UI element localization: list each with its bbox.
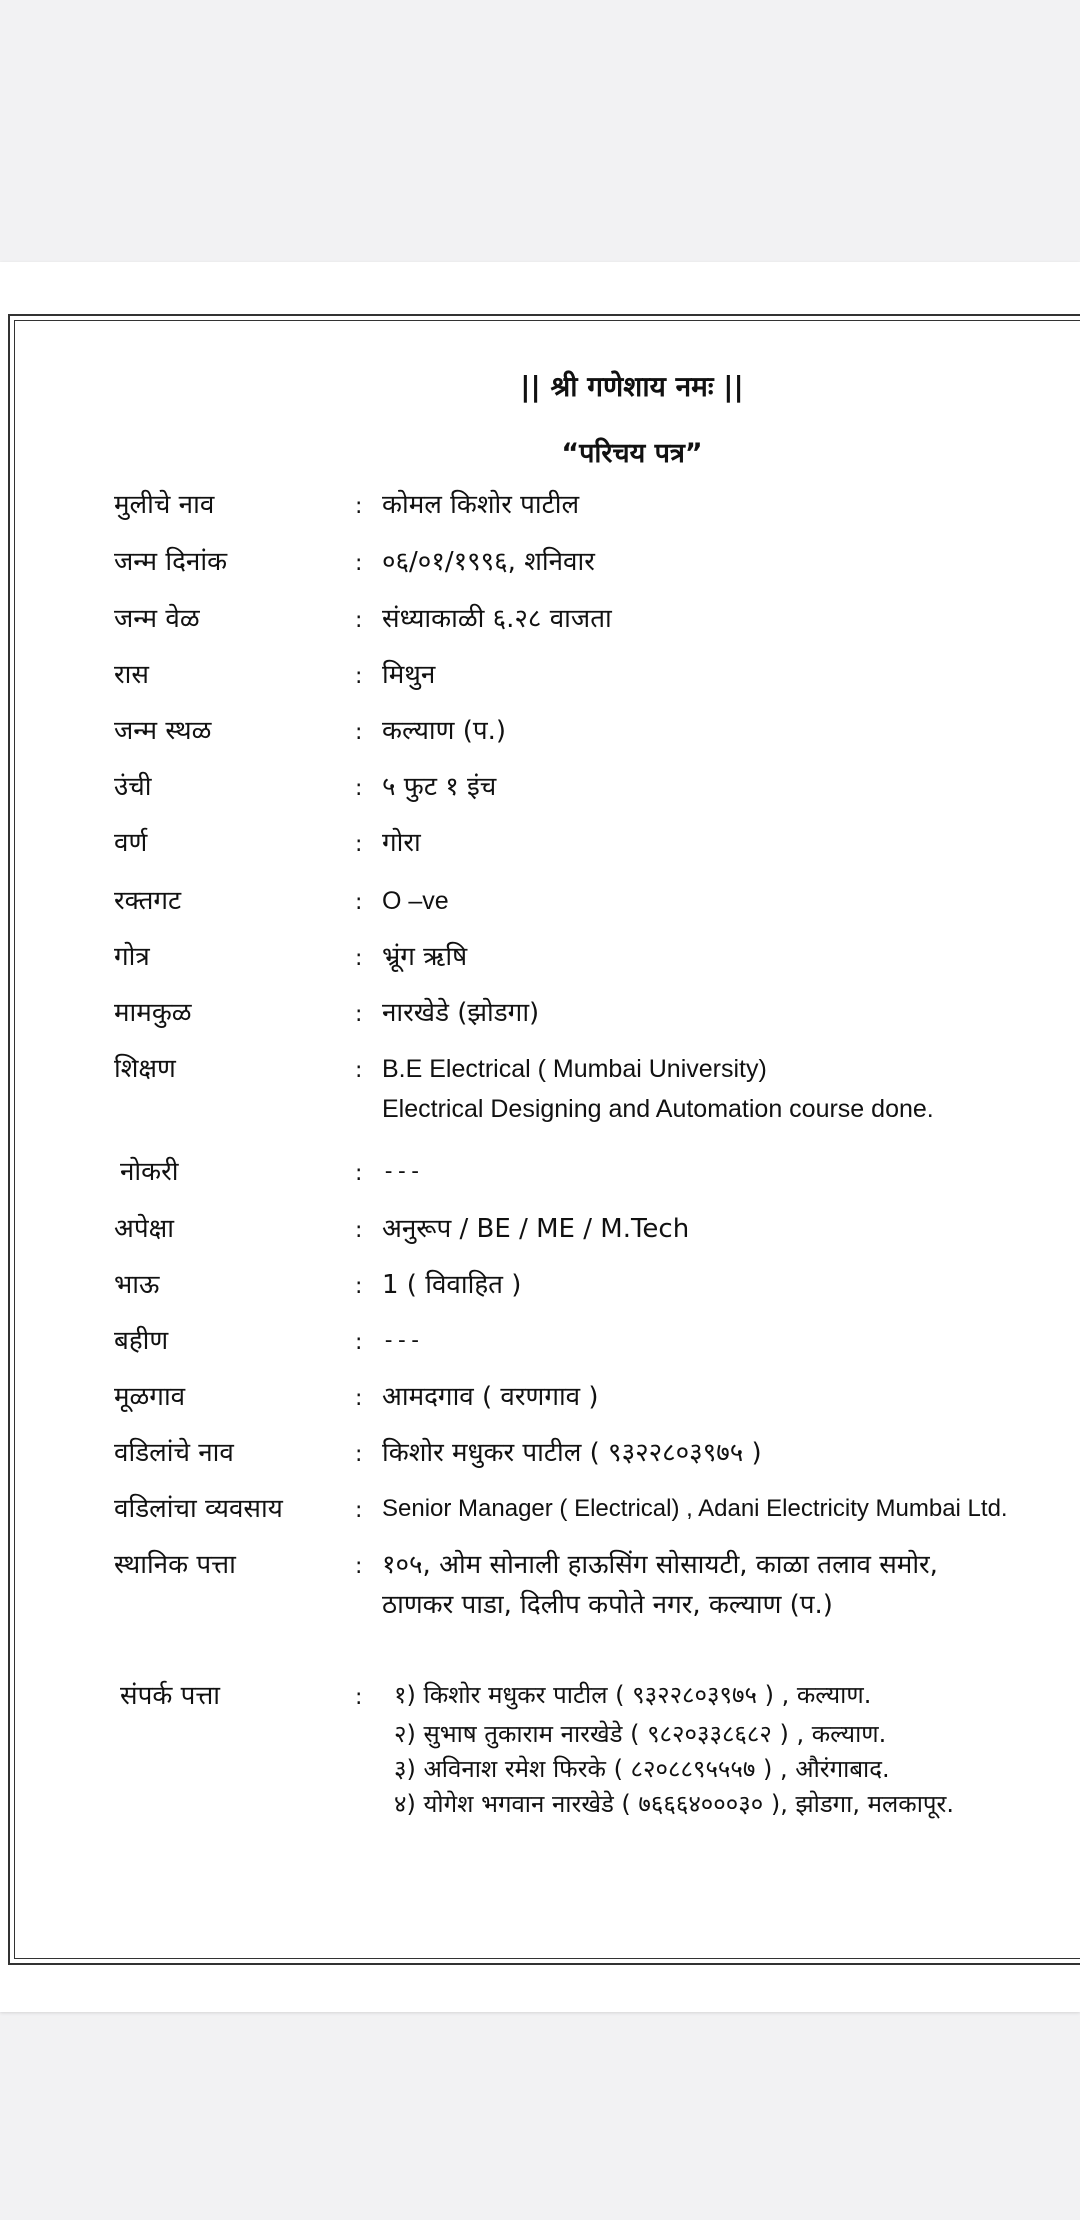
colon-separator: : xyxy=(355,1442,363,1467)
colon-separator: : xyxy=(355,1554,363,1579)
field-value-line-2: Electrical Designing and Automation course done. xyxy=(382,1095,934,1123)
contact-item: २) सुभाष तुकाराम नारखेडे ( ९८२०३३८६८२ ) , कल्याण. xyxy=(394,1720,887,1748)
contact-item: १) किशोर मधुकर पाटील ( ९३२२८०३९७५ ) , कल्याण. xyxy=(394,1681,872,1709)
colon-separator: : xyxy=(355,946,363,971)
field-value: --- xyxy=(382,1159,422,1184)
field-value: --- xyxy=(382,1328,422,1353)
colon-separator: : xyxy=(355,494,363,519)
field-label: नोकरी xyxy=(120,1157,179,1187)
colon-separator: : xyxy=(355,1330,363,1355)
field-value: अनुरूप / BE / ME / M.Tech xyxy=(382,1214,690,1244)
field-label: बहीण xyxy=(114,1326,169,1356)
field-label: जन्म वेळ xyxy=(114,604,200,634)
field-label: मुलीचे नाव xyxy=(114,490,215,520)
colon-separator: : xyxy=(355,1218,363,1243)
field-value: कोमल किशोर पाटील xyxy=(382,490,580,520)
field-label: उंची xyxy=(114,772,152,802)
field-label: रक्तगट xyxy=(114,886,182,916)
field-value: नारखेडे (झोडगा) xyxy=(382,998,540,1028)
invocation-heading: || श्री गणेशाय नमः || xyxy=(520,370,744,403)
field-value: किशोर मधुकर पाटील ( ९३२२८०३९७५ ) xyxy=(382,1438,762,1468)
colon-separator: : xyxy=(355,1274,363,1299)
field-label: जन्म दिनांक xyxy=(114,547,228,577)
field-label: जन्म स्थळ xyxy=(114,716,212,746)
field-value: कल्याण (प.) xyxy=(382,716,507,746)
field-label: वर्ण xyxy=(114,828,148,858)
colon-separator: : xyxy=(355,608,363,633)
field-label: स्थानिक पत्ता xyxy=(114,1550,236,1580)
colon-separator: : xyxy=(355,1058,363,1083)
colon-separator: : xyxy=(355,664,363,689)
field-value-line-2: ठाणकर पाडा, दिलीप कपोते नगर, कल्याण (प.) xyxy=(382,1590,833,1620)
colon-separator: : xyxy=(355,1002,363,1027)
colon-separator: : xyxy=(355,720,363,745)
field-label: अपेक्षा xyxy=(114,1214,175,1244)
field-value: भ्रूंग ऋषि xyxy=(382,942,468,972)
field-value: Senior Manager ( Electrical) , Adani Electricity Mumbai Ltd. xyxy=(382,1495,1008,1522)
contact-item: ३) अविनाश रमेश फिरके ( ८२०८८९५५५७ ) , औरंगाबाद. xyxy=(394,1755,890,1783)
field-value: गोरा xyxy=(382,828,421,858)
field-value: आमदगाव ( वरणगाव ) xyxy=(382,1382,599,1412)
colon-separator: : xyxy=(355,1498,363,1523)
field-label: वडिलांचा व्यवसाय xyxy=(114,1494,283,1524)
contact-item: ४) योगेश भगवान नारखेडे ( ७६६६४०००३० ), झोडगा, मलकापूर. xyxy=(394,1790,954,1818)
colon-separator: : xyxy=(355,776,363,801)
field-label: मामकुळ xyxy=(114,998,192,1028)
field-label: वडिलांचे नाव xyxy=(114,1438,234,1468)
colon-separator: : xyxy=(355,1161,363,1186)
field-value: संध्याकाळी ६.२८ वाजता xyxy=(382,604,612,634)
field-label: भाऊ xyxy=(114,1270,160,1300)
field-value: १०५, ओम सोनाली हाऊसिंग सोसायटी, काळा तलाव समोर, xyxy=(382,1550,938,1580)
colon-separator: : xyxy=(355,1685,363,1710)
field-value: ५ फुट १ इंच xyxy=(382,772,497,802)
document-page xyxy=(0,262,1080,2012)
colon-separator: : xyxy=(355,551,363,576)
colon-separator: : xyxy=(355,1386,363,1411)
field-value: B.E Electrical ( Mumbai University) xyxy=(382,1055,767,1083)
field-value: ०६/०१/१९९६, शनिवार xyxy=(382,547,595,577)
field-value: O –ve xyxy=(382,887,449,915)
field-label: संपर्क पत्ता xyxy=(120,1681,221,1711)
colon-separator: : xyxy=(355,832,363,857)
field-label: गोत्र xyxy=(114,942,150,972)
field-value: 1 ( विवाहित ) xyxy=(382,1270,522,1300)
field-label: रास xyxy=(114,660,149,690)
document-title: “परिचय पत्र” xyxy=(561,438,703,469)
field-value: मिथुन xyxy=(382,660,436,690)
field-label: शिक्षण xyxy=(114,1054,176,1084)
field-label: मूळगाव xyxy=(114,1382,186,1412)
colon-separator: : xyxy=(355,890,363,915)
